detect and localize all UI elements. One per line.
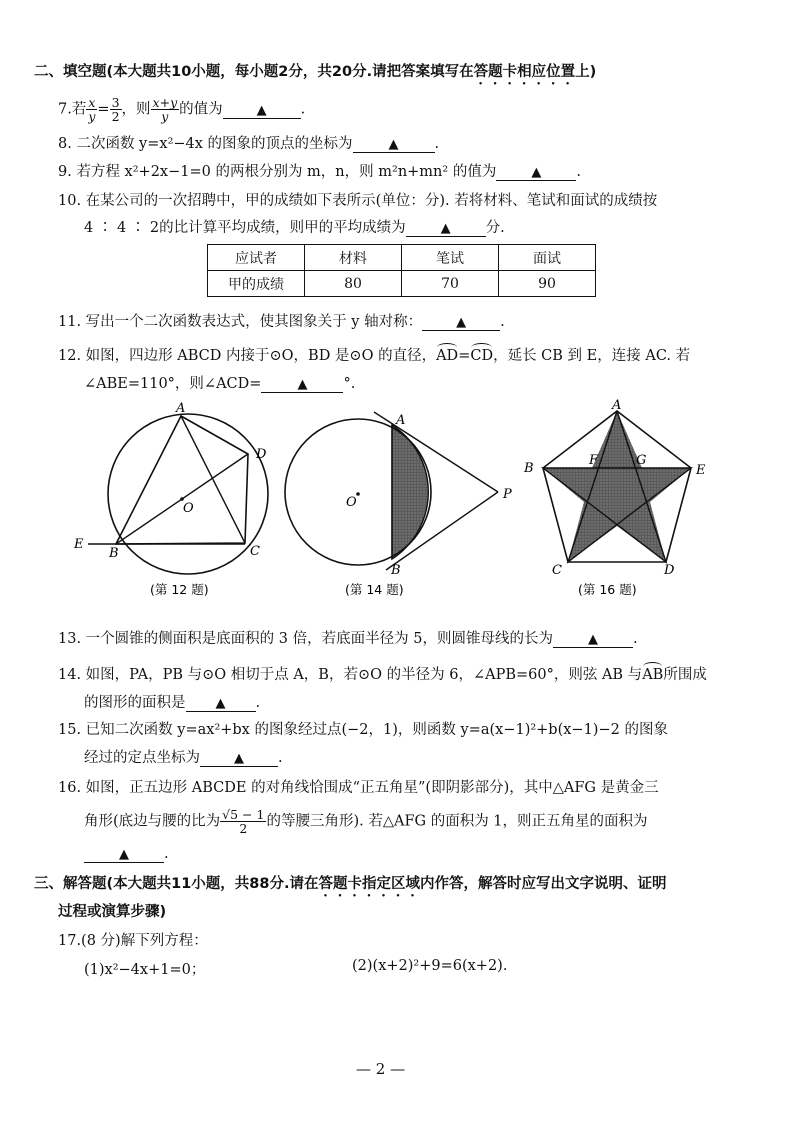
table-cell: 甲的成绩 (208, 271, 305, 297)
section-number: 三、 (34, 876, 63, 892)
question-17-part-2 (352, 958, 507, 974)
question-16-line-2 (84, 808, 648, 835)
label-a: A (176, 401, 186, 416)
quadrilateral-abcd (116, 416, 248, 544)
question-15-line-2: 经过的定点坐标为 ▲ . (84, 750, 283, 766)
label-o: O (183, 501, 194, 516)
figure-14 (285, 412, 512, 597)
question-text: 16. 如图，正五边形 ABCDE 的对角线恰围成“正五角星”(即阴影部分)，其中△AFG 是黄金三 (58, 780, 659, 796)
section-heading-text: 填空题(本大题共10小题，每小题2分，共20分.请把答案填写在 (63, 64, 474, 80)
question-text: 的图形的面积是 (84, 695, 186, 711)
section-2-heading (34, 60, 596, 88)
answer-blank[interactable] (496, 164, 576, 181)
question-text: 4 ∶ 4 ∶ 2的比计算平均成绩，则甲的平均成绩为 (84, 220, 406, 236)
equation-text: (2)(x+2)²+9=6(x+2). (352, 958, 508, 974)
label-e: E (696, 463, 706, 478)
question-15-line-1 (58, 718, 668, 739)
figure-caption: (第 14 题) (345, 582, 404, 597)
triangle-marker-icon: ▲ (256, 102, 267, 118)
table-cell: 90 (499, 271, 596, 297)
question-text: 17.(8 分)解下列方程： (58, 933, 208, 949)
triangle-marker-icon: ▲ (234, 751, 244, 766)
question-text: 9. 若方程 x²+2x−1=0 的两根分别为 m，n，则 m²n+mn² 的值为 (58, 164, 497, 180)
question-9: 9. 若方程 x²+2x−1=0 的两根分别为 m，n，则 m²n+mn² 的值为 ▲ . (58, 164, 581, 180)
question-14-line-2: 的图形的面积是 ▲ . (84, 695, 261, 711)
question-text: 分. (485, 220, 505, 236)
emphasized-text: 答题卡指定区域 (318, 876, 420, 892)
question-7: 7.若 $\frac{x}{y}$ = $\frac{3}{2}$ ，则 $\frac{x+y}{y}$ 的值为 ▲ . (58, 95, 306, 124)
question-text: 14. 如图，PA，PB 与⊙O 相切于点 A，B，若⊙O 的半径为 6，∠APB=60°，则弦 AB 与 (58, 667, 643, 683)
question-text: 12. 如图，四边形 ABCD 内接于⊙O，BD 是⊙O 的直径， (58, 348, 437, 364)
question-text: °. (343, 376, 356, 392)
center-point (356, 492, 360, 496)
fraction-xy-over-y: $\frac{x+y}{y}$ (152, 95, 178, 124)
question-text: 的等腰三角形). 若△AFG 的面积为 1，则正五角星的面积为 (266, 813, 648, 830)
circle-o (108, 414, 268, 574)
section-number: 二、 (34, 64, 63, 80)
triangle-marker-icon: ▲ (297, 377, 308, 392)
question-10-line-2 (84, 216, 505, 237)
label-b: B (109, 546, 119, 561)
question-text: 8. 二次函数 y=x²−4x 的图象的顶点的坐标为 (58, 136, 353, 152)
triangle-marker-icon: ▲ (119, 847, 129, 862)
triangle-marker-icon: ▲ (440, 221, 451, 236)
answer-blank[interactable] (422, 314, 500, 331)
answer-blank[interactable] (186, 695, 256, 712)
label-b: B (524, 461, 534, 476)
section-3-heading (34, 872, 667, 900)
label-a: A (612, 398, 622, 413)
shaded-segment (392, 425, 428, 559)
section-heading-text: 解答题(本大题共11小题，共88分.请在 (63, 876, 319, 892)
answer-blank[interactable] (223, 102, 301, 119)
fraction-denominator: 2 (239, 821, 248, 836)
score-table (207, 244, 596, 297)
table-header-cell: 面试 (499, 245, 596, 271)
answer-blank[interactable] (406, 220, 486, 237)
section-heading-tail: 上) (575, 64, 597, 80)
answer-blank[interactable] (553, 631, 633, 648)
triangle-marker-icon: ▲ (456, 315, 467, 330)
figure-12 (73, 401, 268, 597)
label-a: A (396, 413, 406, 428)
question-text: = (458, 348, 471, 364)
question-text: 15. 已知二次函数 y=ax²+bx 的图象经过点(−2，1)，则函数 y=a(x−1)²+b(x−1)−2 的图象 (58, 722, 668, 738)
label-c: C (552, 563, 562, 578)
label-p: P (503, 487, 512, 502)
question-text: 角形(底边与腰的比为 (84, 813, 221, 830)
answer-blank[interactable] (84, 846, 164, 863)
question-12-line-2 (84, 372, 355, 393)
question-text: 所围成 (663, 667, 707, 683)
question-text: 经过的定点坐标为 (84, 750, 200, 766)
question-12-line-1 (58, 344, 690, 365)
answer-blank[interactable] (200, 750, 278, 767)
question-number: 7. (58, 101, 72, 118)
table-header-row (208, 245, 596, 271)
question-16-line-1 (58, 776, 659, 797)
shaded-star (543, 411, 691, 562)
fraction-x-over-y: $\frac{x}{y}$ (88, 95, 96, 124)
fraction-numerator: √5 − 1 (222, 807, 265, 822)
section-3-heading-line-2 (58, 900, 166, 921)
arc-ad: AD (436, 348, 459, 364)
label-c: C (250, 544, 260, 559)
label-o: O (346, 495, 357, 510)
question-text: ∠ABE=110°，则∠ACD= (84, 376, 262, 392)
question-16-line-3: ▲ . (84, 846, 169, 863)
answer-blank[interactable] (261, 376, 343, 393)
figure-caption: (第 12 题) (150, 582, 209, 597)
table-cell: 80 (305, 271, 402, 297)
question-text: ，则 (121, 101, 151, 118)
label-d: D (664, 563, 675, 578)
figures-area (0, 398, 794, 608)
label-f: F (589, 453, 599, 468)
arc-cd: CD (470, 348, 494, 364)
triangle-marker-icon: ▲ (388, 137, 399, 152)
question-17-heading (58, 929, 208, 950)
question-text: 13. 一个圆锥的侧面积是底面积的 3 倍，若底面半径为 5，则圆锥母线的长为 (58, 631, 553, 647)
question-text: 11. 写出一个二次函数表达式，使其图象关于 y 轴对称： (58, 314, 423, 330)
table-row (208, 271, 596, 297)
emphasized-text: 答题卡相应位置 (473, 64, 576, 80)
figure-caption: (第 16 题) (578, 582, 637, 597)
table-header-cell: 材料 (305, 245, 402, 271)
label-e: E (74, 537, 84, 552)
section-heading-text: 过程或演算步骤) (58, 904, 167, 920)
question-14-line-1 (58, 663, 707, 684)
question-10-line-1 (58, 189, 657, 210)
label-b: B (391, 563, 401, 578)
question-text: 10. 在某公司的一次招聘中，甲的成绩如下表所示(单位：分). 若将材料、笔试和面试的成绩按 (58, 193, 658, 209)
triangle-marker-icon: ▲ (531, 165, 542, 180)
arc-ab: AB (642, 667, 664, 683)
question-13: 13. 一个圆锥的侧面积是底面积的 3 倍，若底面半径为 5，则圆锥母线的长为 ▲ . (58, 631, 638, 647)
table-header-cell: 笔试 (402, 245, 499, 271)
golden-ratio-fraction (220, 808, 266, 835)
question-17-part-1 (84, 958, 205, 979)
triangle-marker-icon: ▲ (215, 696, 226, 711)
table-header-cell: 应试者 (208, 245, 305, 271)
question-text: 若 (71, 101, 87, 118)
question-text: 的值为 (179, 101, 223, 118)
equation-text: (1)x²−4x+1=0； (84, 962, 206, 978)
figure-16 (523, 398, 706, 597)
answer-blank[interactable] (353, 136, 435, 153)
question-11: 11. 写出一个二次函数表达式，使其图象关于 y 轴对称： ▲ . (58, 314, 505, 330)
question-text: ，延长 CB 到 E，连接 AC. 若 (493, 348, 691, 364)
question-8: 8. 二次函数 y=x²−4x 的图象的顶点的坐标为 ▲ . (58, 136, 440, 152)
page-number (356, 1060, 405, 1078)
page-number-text: — 2 — (356, 1060, 406, 1078)
label-d: D (256, 447, 267, 462)
triangle-marker-icon: ▲ (587, 632, 598, 647)
section-heading-tail: 内作答，解答时应写出文字说明、证明 (420, 876, 667, 892)
fraction-3-over-2: $\frac{3}{2}$ (111, 95, 120, 124)
label-g: G (636, 453, 647, 468)
table-cell: 70 (402, 271, 499, 297)
